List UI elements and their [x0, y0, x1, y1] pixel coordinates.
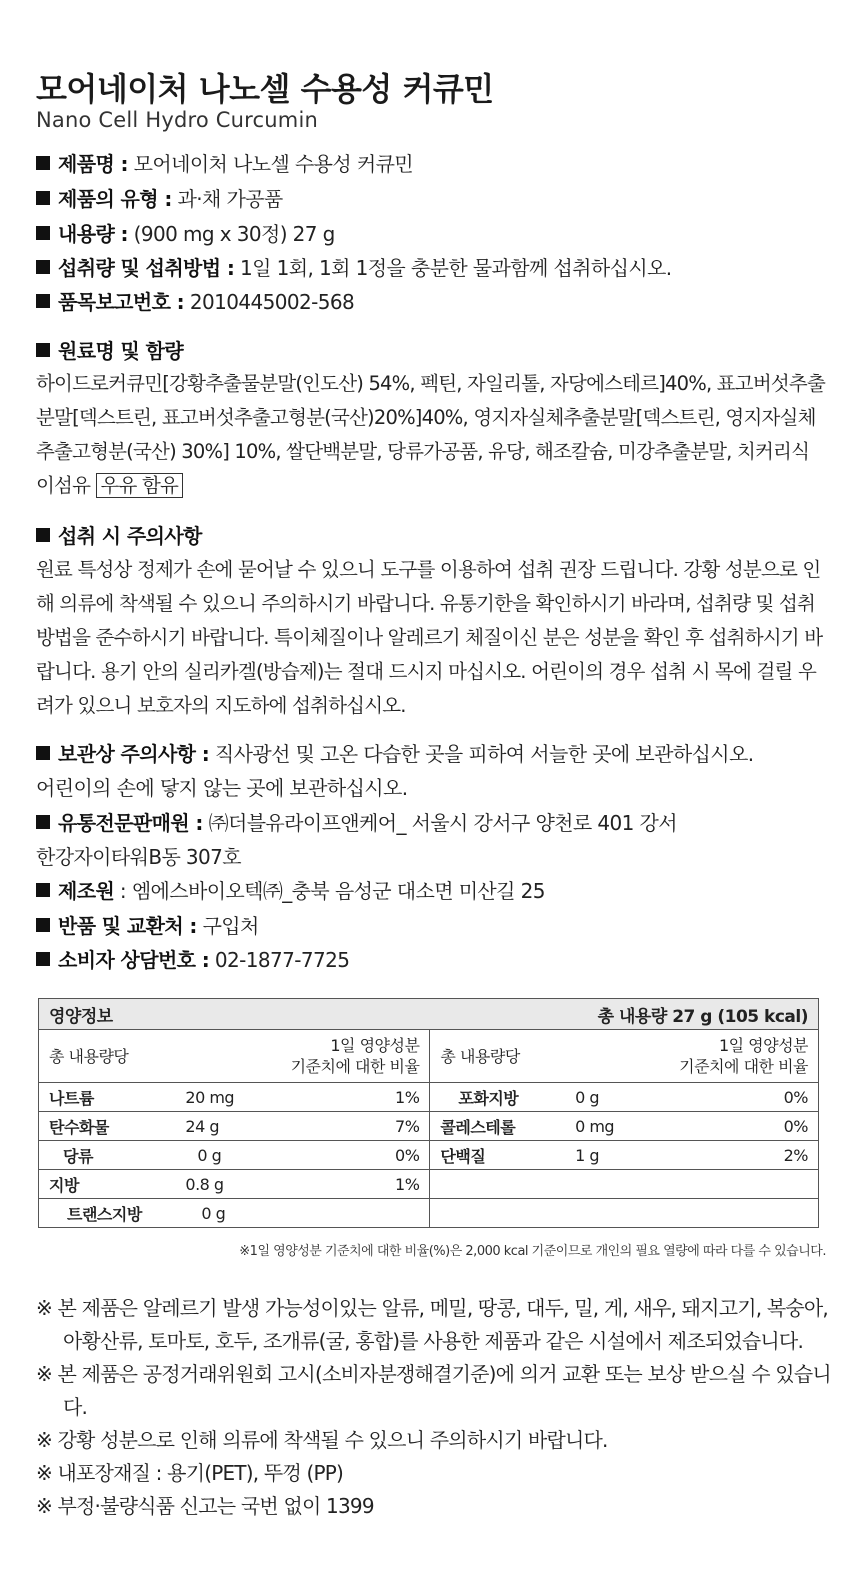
info-label: 제품명 :: [58, 152, 128, 176]
nutrient-name: 탄수화물: [39, 1112, 176, 1141]
nutrient-amount: 0 g: [565, 1083, 669, 1112]
product-title: 모어네이처 나노셀 수용성 커큐민: [36, 70, 494, 108]
nutrient-dv: 0%: [669, 1083, 818, 1112]
info-value: 2010445002-568: [184, 290, 355, 314]
distributor-line-2: 한강자이타워B동 307호: [36, 845, 242, 869]
storage-line: [36, 737, 753, 771]
info-intake: [36, 251, 672, 285]
info-label: 품목보고번호 :: [58, 290, 185, 314]
allergen-box: 우유 함유: [96, 473, 184, 498]
bullet-square-icon: [36, 528, 50, 542]
note-item: ※ 강황 성분으로 인해 의류에 착색될 수 있으니 주의하시기 바랍니다.: [36, 1428, 608, 1452]
nutrition-title: 영양정보: [39, 999, 430, 1030]
nutrient-name: 콜레스테롤: [430, 1112, 565, 1141]
bullet-square-icon: [36, 343, 50, 357]
product-subtitle: Nano Cell Hydro Curcumin: [36, 108, 318, 132]
ingredients-heading: 원료명 및 함량: [36, 334, 183, 368]
nutrient-dv: 1%: [281, 1170, 430, 1199]
info-value: 과·채 가공품: [171, 187, 283, 211]
ingredients-list: 하이드로커큐민[강황추출물분말(인도산) 54%, 펙틴, 자일리톨, 자당에스테르]40%, 표고버섯추출분말[덱스트린, 표고버섯추출고형분(국산)20%]40%, 영지자실체추출분말[덱스트린, 영지자실체추출고형분(국산) 30%] 10%, 쌀단백분말, 당류가공품, 유당, 해조칼슘, 미강추출분말, 치커리식이섬유: [36, 372, 825, 497]
table-row: [39, 1141, 819, 1170]
bullet-square-icon: [36, 156, 50, 170]
storage-value: 직사광선 및 고온 다습한 곳을 피하여 서늘한 곳에 보관하십시오.: [209, 742, 754, 766]
bullet-square-icon: [36, 226, 50, 240]
table-row: [39, 1112, 819, 1141]
nutrient-amount: 0 g: [175, 1141, 280, 1170]
storage-line-2: 어린이의 손에 닿지 않는 곳에 보관하십시오.: [36, 776, 408, 800]
manufacturer-line: [36, 874, 545, 908]
note-item: ※ 내포장재질 : 용기(PET), 뚜껑 (PP): [36, 1461, 343, 1485]
distributor-label: 유통전문판매원 :: [58, 811, 203, 835]
info-net-content: [36, 217, 335, 251]
nutrient-amount: 24 g: [175, 1112, 280, 1141]
nutrient-dv: [281, 1199, 430, 1228]
nutrition-subheader-row: [39, 1030, 819, 1083]
nutrient-name: 나트륨: [39, 1083, 176, 1112]
note-item: ※ 본 제품은 알레르기 발생 가능성이있는 알류, 메밀, 땅콩, 대두, 밀, 게, 새우, 돼지고기, 복숭아, 아황산류, 토마토, 호두, 조개류(굴, 홍합)를 사용한 제품과 같은 시설에서 제조되었습니다.: [36, 1296, 828, 1353]
bullet-square-icon: [36, 191, 50, 205]
manufacturer-label: 제조원: [58, 879, 115, 903]
distributor-value: ㈜더블유라이프앤케어_ 서울시 강서구 양천로 401 강서: [202, 811, 677, 835]
nutrient-amount: 0 g: [175, 1199, 280, 1228]
nutrient-dv: 1%: [281, 1083, 430, 1112]
info-product-type: [36, 182, 283, 216]
nutrition-footnote: ※1일 영양성분 기준치에 대한 비율(%)은 2,000 kcal 기준이므로 개인의 필요 열량에 따라 다를 수 있습니다.: [239, 1244, 826, 1259]
consumer-label: 소비자 상담번호 :: [58, 948, 210, 972]
bullet-square-icon: [36, 260, 50, 274]
nutrient-amount: 1 g: [565, 1141, 669, 1170]
nutrient-amount: 20 mg: [175, 1083, 280, 1112]
consumer-line: [36, 943, 349, 977]
info-label: 내용량 :: [58, 222, 128, 246]
info-value: 1일 1회, 1회 1정을 충분한 물과함께 섭취하십시오.: [234, 256, 672, 280]
caution-heading: 섭취 시 주의사항: [36, 519, 202, 553]
col-daily-value: 1일 영양성분 기준치에 대한 비율: [281, 1030, 430, 1083]
returns-label: 반품 및 교환처 :: [58, 914, 197, 938]
info-value: (900 mg x 30정) 27 g: [127, 222, 335, 246]
table-row: [39, 1199, 819, 1228]
nutrient-name: 포화지방: [430, 1083, 565, 1112]
empty-cell: [430, 1170, 819, 1199]
nutrient-dv: 2%: [669, 1141, 818, 1170]
nutrient-amount: 0 mg: [565, 1112, 669, 1141]
table-row: [39, 1083, 819, 1112]
bullet-square-icon: [36, 746, 50, 760]
bullet-square-icon: [36, 883, 50, 897]
note-item: ※ 본 제품은 공정거래위원회 고시(소비자분쟁해결기준)에 의거 교환 또는 보상 받으실 수 있습니다.: [36, 1362, 831, 1419]
manufacturer-value: : 엠에스바이오텍㈜_충북 음성군 대소면 미산길 25: [114, 879, 545, 903]
nutrient-amount: 0.8 g: [175, 1170, 280, 1199]
nutrition-table: [38, 998, 819, 1228]
col-total: 총 내용량당: [430, 1030, 669, 1083]
info-label: 섭취량 및 섭취방법 :: [58, 256, 235, 280]
info-product-name: [36, 147, 413, 181]
ingredients-text: [36, 367, 826, 503]
storage-label: 보관상 주의사항 :: [58, 742, 210, 766]
empty-cell: [430, 1199, 819, 1228]
nutrient-dv: 0%: [281, 1141, 430, 1170]
nutrient-name: 단백질: [430, 1141, 565, 1170]
col-daily-value: 1일 영양성분 기준치에 대한 비율: [669, 1030, 818, 1083]
info-label: 제품의 유형 :: [58, 187, 172, 211]
distributor-line: [36, 806, 677, 840]
bullet-square-icon: [36, 815, 50, 829]
returns-line: [36, 909, 259, 943]
nutrition-header-row: [39, 999, 819, 1030]
col-total: 총 내용량당: [39, 1030, 281, 1083]
notes-list: [36, 1292, 836, 1523]
nutrient-name: 지방: [39, 1170, 176, 1199]
info-value: 모어네이처 나노셀 수용성 커큐민: [127, 152, 414, 176]
returns-value: 구입처: [196, 914, 259, 938]
caution-text: 원료 특성상 정제가 손에 묻어날 수 있으니 도구를 이용하여 섭취 권장 드립니다. 강황 성분으로 인해 의류에 착색될 수 있으니 주의하시기 바랍니다. 유통기한을 확인하시기 바라며, 섭취량 및 섭취방법을 준수하시기 바랍니다. 특이체질이나 알레르기 체질이신 분은 성분을 확인 후 섭취하시기 바랍니다. 용기 안의 실리카겔(방습제)는 절대 드시지 마십시오. 어린이의 경우 섭취 시 목에 걸릴 우려가 있으니 보호자의 지도하에 섭취하십시오.: [36, 558, 823, 717]
nutrient-name: 트랜스지방: [39, 1199, 176, 1228]
table-row: [39, 1170, 819, 1199]
bullet-square-icon: [36, 294, 50, 308]
note-item: ※ 부정·불량식품 신고는 국번 없이 1399: [36, 1494, 374, 1518]
info-report-number: [36, 285, 354, 319]
nutrition-total: 총 내용량 27 g (105 kcal): [430, 999, 819, 1030]
consumer-phone: 02-1877-7725: [209, 948, 350, 972]
bullet-square-icon: [36, 918, 50, 932]
nutrient-dv: 0%: [669, 1112, 818, 1141]
bullet-square-icon: [36, 952, 50, 966]
nutrient-dv: 7%: [281, 1112, 430, 1141]
nutrient-name: 당류: [39, 1141, 176, 1170]
